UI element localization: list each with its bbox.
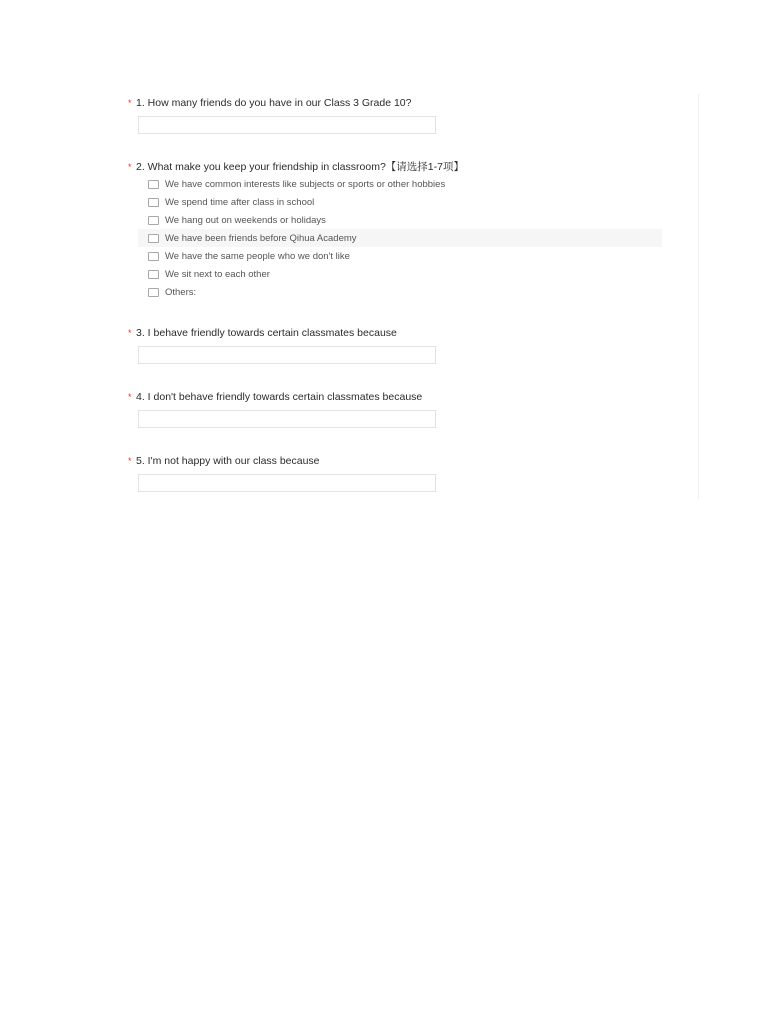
option-sit-next-to[interactable] <box>138 265 662 283</box>
question-1-text: 1. How many friends do you have in our Class 3 Grade 10? <box>136 97 412 109</box>
question-3 <box>128 326 688 340</box>
question-5-title <box>128 454 688 468</box>
option-others[interactable] <box>138 283 662 301</box>
checkbox[interactable] <box>148 270 159 279</box>
question-1-title <box>128 96 688 110</box>
required-asterisk: * <box>128 456 132 466</box>
question-1 <box>128 96 688 110</box>
checkbox[interactable] <box>148 288 159 297</box>
required-asterisk: * <box>128 98 132 108</box>
checkbox[interactable] <box>148 216 159 225</box>
option-hang-out-weekends[interactable] <box>138 211 662 229</box>
required-asterisk: * <box>128 162 132 172</box>
question-5-answer-input[interactable] <box>138 474 436 492</box>
option-friends-before-academy[interactable] <box>138 229 662 247</box>
option-label: We have common interests like subjects or sports or other hobbies <box>165 178 446 190</box>
question-3-title <box>128 326 688 340</box>
required-asterisk: * <box>128 392 132 402</box>
question-2-text: 2. What make you keep your friendship in classroom?【请选择1-7项】 <box>136 161 464 173</box>
question-4-answer-input[interactable] <box>138 410 436 428</box>
question-5-text: 5. I'm not happy with our class because <box>136 455 320 467</box>
required-asterisk: * <box>128 328 132 338</box>
option-time-after-class[interactable] <box>138 193 662 211</box>
question-4-text: 4. I don't behave friendly towards certain classmates because <box>136 391 423 403</box>
checkbox[interactable] <box>148 198 159 207</box>
option-same-people-dislike[interactable] <box>138 247 662 265</box>
checkbox[interactable] <box>148 252 159 261</box>
option-common-interests[interactable] <box>138 175 662 193</box>
survey-form <box>128 94 699 499</box>
question-2-options <box>138 175 662 301</box>
question-4-title <box>128 390 688 404</box>
question-3-answer-input[interactable] <box>138 346 436 364</box>
checkbox[interactable] <box>148 234 159 243</box>
option-label: Others: <box>165 286 197 298</box>
question-5 <box>128 454 688 468</box>
option-label: We have the same people who we don't like <box>165 250 350 262</box>
option-label: We spend time after class in school <box>165 196 315 208</box>
checkbox[interactable] <box>148 180 159 189</box>
question-4 <box>128 390 688 404</box>
option-label: We hang out on weekends or holidays <box>165 214 326 226</box>
option-label: We sit next to each other <box>165 268 270 280</box>
question-2 <box>128 160 688 298</box>
option-label: We have been friends before Qihua Academy <box>165 232 357 244</box>
question-3-text: 3. I behave friendly towards certain classmates because <box>136 327 397 339</box>
question-2-title <box>128 160 688 174</box>
question-1-answer-input[interactable] <box>138 116 436 134</box>
